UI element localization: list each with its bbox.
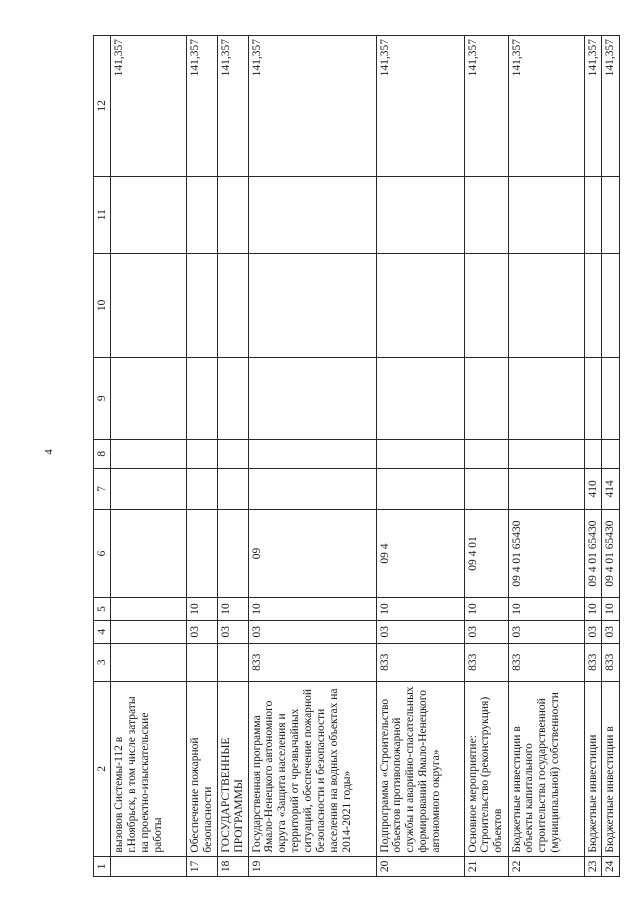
cell-col9	[584, 357, 602, 439]
cell-section: 03	[217, 620, 248, 643]
cell-grbs: 833	[376, 643, 464, 682]
cell-col11	[111, 176, 187, 253]
cell-subsection: 10	[376, 598, 464, 621]
cell-col9	[111, 357, 187, 439]
cell-expense-type	[248, 469, 376, 510]
cell-amount: 141,357	[464, 36, 508, 177]
cell-section: 03	[376, 620, 464, 643]
cell-col10	[584, 253, 602, 357]
cell-col9	[508, 357, 584, 439]
row-number: 23	[584, 856, 602, 876]
cell-section	[111, 620, 187, 643]
cell-col11	[602, 176, 620, 253]
cell-col8	[248, 439, 376, 468]
cell-col9	[217, 357, 248, 439]
cell-col8	[217, 439, 248, 468]
cell-amount: 141,357	[602, 36, 620, 177]
row-name: Бюджетные инвестиции в объекты капитального строительства государственной (муниципальной) собственности	[508, 682, 584, 857]
header-cell: 12	[94, 36, 111, 177]
row-name: вызовов Системы-112 в г.Ноябрьск, в том числе затраты на проектно-изыскательские работы	[111, 682, 187, 857]
cell-section: 03	[584, 620, 602, 643]
cell-amount: 141,357	[248, 36, 376, 177]
cell-col10	[602, 253, 620, 357]
cell-amount: 141,357	[508, 36, 584, 177]
header-cell: 5	[94, 598, 111, 621]
row-number: 17	[187, 856, 218, 876]
row-name: Обеспечение пожарной безопасности	[187, 682, 218, 857]
cell-grbs: 833	[584, 643, 602, 682]
cell-col11	[376, 176, 464, 253]
row-name: Бюджетные инвестиции в	[602, 682, 620, 857]
cell-col8	[187, 439, 218, 468]
cell-col9	[464, 357, 508, 439]
budget-table	[93, 35, 620, 877]
cell-col10	[376, 253, 464, 357]
rotated-page	[93, 35, 617, 877]
cell-expense-type	[508, 469, 584, 510]
table-row	[464, 36, 508, 877]
cell-target: 09 4 01 65430	[508, 509, 584, 597]
cell-grbs	[187, 643, 218, 682]
cell-expense-type	[464, 469, 508, 510]
cell-col8	[602, 439, 620, 468]
header-cell: 4	[94, 620, 111, 643]
cell-col10	[508, 253, 584, 357]
row-name: Основное мероприятие: Строительство (реконструкция) объектов	[464, 682, 508, 857]
cell-expense-type	[376, 469, 464, 510]
cell-expense-type: 414	[602, 469, 620, 510]
cell-grbs	[217, 643, 248, 682]
cell-section: 03	[464, 620, 508, 643]
cell-col10	[187, 253, 218, 357]
cell-col11	[584, 176, 602, 253]
cell-col9	[602, 357, 620, 439]
row-number: 19	[248, 856, 376, 876]
header-cell: 1	[94, 856, 111, 876]
cell-expense-type	[217, 469, 248, 510]
table-row	[187, 36, 218, 877]
cell-col10	[248, 253, 376, 357]
cell-expense-type: 410	[584, 469, 602, 510]
header-cell: 8	[94, 439, 111, 468]
cell-col8	[508, 439, 584, 468]
cell-expense-type	[111, 469, 187, 510]
header-row	[94, 36, 111, 877]
header-cell: 11	[94, 176, 111, 253]
cell-col8	[376, 439, 464, 468]
cell-col9	[187, 357, 218, 439]
row-name: Бюджетные инвестиции	[584, 682, 602, 857]
cell-col10	[111, 253, 187, 357]
cell-expense-type	[187, 469, 218, 510]
cell-amount: 141,357	[217, 36, 248, 177]
cell-target	[111, 509, 187, 597]
cell-col8	[584, 439, 602, 468]
cell-grbs: 833	[508, 643, 584, 682]
table-row	[248, 36, 376, 877]
header-cell: 7	[94, 469, 111, 510]
cell-amount: 141,357	[376, 36, 464, 177]
row-number: 20	[376, 856, 464, 876]
cell-col11	[187, 176, 218, 253]
table-row	[111, 36, 187, 877]
cell-section: 03	[187, 620, 218, 643]
cell-amount: 141,357	[111, 36, 187, 177]
header-cell: 9	[94, 357, 111, 439]
row-name: ГОСУДАРСТВЕННЫЕ ПРОГРАММЫ	[217, 682, 248, 857]
row-name: Государственная программа Ямало-Ненецкого автономного округа «Защита населения и территорий от чрезвычайных ситуаций, обеспечение пожарной безопасности и безопасности населения на водных объектах на 2014-2021 годы»	[248, 682, 376, 857]
cell-amount: 141,357	[584, 36, 602, 177]
cell-col9	[248, 357, 376, 439]
table-row	[602, 36, 620, 877]
cell-target	[187, 509, 218, 597]
cell-col11	[217, 176, 248, 253]
cell-grbs	[111, 643, 187, 682]
header-cell: 6	[94, 509, 111, 597]
row-name: Подпрограмма «Строительство объектов противопожарной службы и аварийно-спасательных формирований Ямало-Ненецкого автономного округа»	[376, 682, 464, 857]
cell-subsection: 10	[464, 598, 508, 621]
cell-col10	[217, 253, 248, 357]
page-number: 4	[42, 449, 55, 455]
cell-grbs: 833	[248, 643, 376, 682]
cell-grbs: 833	[602, 643, 620, 682]
header-cell: 10	[94, 253, 111, 357]
cell-col11	[508, 176, 584, 253]
cell-subsection	[111, 598, 187, 621]
cell-amount: 141,357	[187, 36, 218, 177]
cell-col11	[464, 176, 508, 253]
header-cell: 2	[94, 682, 111, 857]
cell-target: 09 4 01	[464, 509, 508, 597]
cell-grbs: 833	[464, 643, 508, 682]
cell-subsection: 10	[602, 598, 620, 621]
table-row	[376, 36, 464, 877]
cell-section: 03	[248, 620, 376, 643]
cell-col8	[111, 439, 187, 468]
row-number	[111, 856, 187, 876]
cell-col10	[464, 253, 508, 357]
cell-target: 09 4 01 65430	[602, 509, 620, 597]
cell-target: 09 4	[376, 509, 464, 597]
cell-col11	[248, 176, 376, 253]
table-row	[584, 36, 602, 877]
cell-subsection: 10	[248, 598, 376, 621]
cell-target: 09 4 01 65430	[584, 509, 602, 597]
table-row	[508, 36, 584, 877]
row-number: 22	[508, 856, 584, 876]
cell-subsection: 10	[217, 598, 248, 621]
row-number: 21	[464, 856, 508, 876]
cell-col8	[464, 439, 508, 468]
table-row	[217, 36, 248, 877]
cell-subsection: 10	[187, 598, 218, 621]
cell-target	[217, 509, 248, 597]
cell-col9	[376, 357, 464, 439]
cell-section: 03	[508, 620, 584, 643]
cell-target: 09	[248, 509, 376, 597]
header-cell: 3	[94, 643, 111, 682]
cell-section: 03	[602, 620, 620, 643]
cell-subsection: 10	[584, 598, 602, 621]
row-number: 18	[217, 856, 248, 876]
row-number: 24	[602, 856, 620, 876]
cell-subsection: 10	[508, 598, 584, 621]
